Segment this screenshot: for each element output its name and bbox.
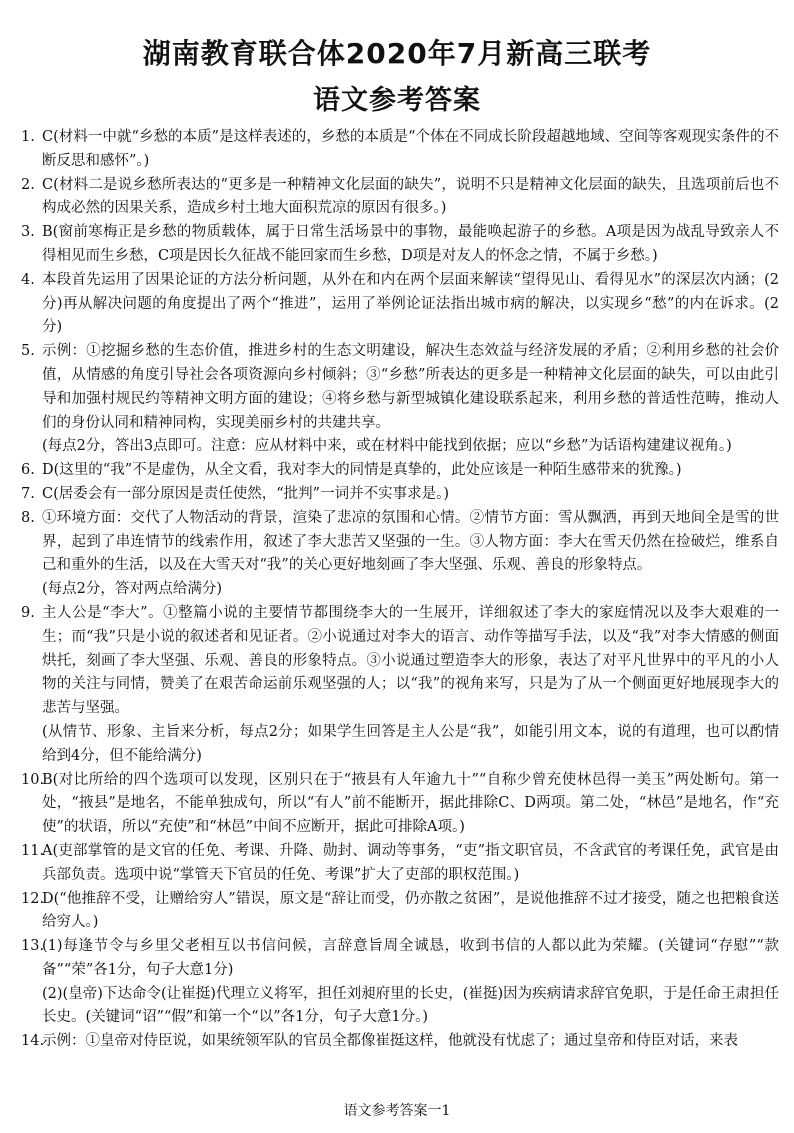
answer-item-14	[21, 1030, 779, 1054]
answer-number: 10.	[21, 771, 45, 788]
answer-item-11	[21, 840, 779, 888]
answer-text: 主人公是“李大”。①整篇小说的主要情节都围绕李大的一生展开，详细叙述了李大的家庭情况以及李大艰难的一生；而“我”只是小说的叙述者和见证者。②小说通过对李大的语言、动作等描写手法，以及“我”对李大情感的侧面烘托，刻画了李大坚强、乐观、善良的形象特点。③小说通过塑造李大的形象，表达了对平凡世界中的平凡的小人物的关注与同情，赞美了在艰苦命运前乐观坚强的人；以“我”的视角来写，只是为了从一个侧面更好地展现李大的悲苦与坚强。	[42, 604, 779, 717]
answer-number: 2.	[21, 176, 35, 193]
answer-number: 4.	[21, 271, 35, 288]
answer-text: ①环境方面：交代了人物活动的背景，渲染了悲凉的氛围和心情。②情节方面：雪从飘洒，再到天地间全是雪的世界，起到了串连情节的线索作用，叙述了李大悲苦又坚强的一生。③人物方面：李大在雪天仍然在捡破烂，维系自己和重外的生活，以及在大雪天对“我”的关心更好地刻画了李大坚强、乐观、善良的形象特点。	[42, 509, 779, 574]
answer-item-8	[21, 507, 779, 602]
answer-number: 1.	[21, 129, 35, 145]
document-subtitle: 语文参考答案	[313, 85, 481, 116]
answer-item-5	[21, 340, 779, 459]
answer-text: A(吏部掌管的是文官的任免、考课、升降、勋封、调动等事务，“吏”指文职官员，不含武官的考课任免，武官是由兵部负责。选项中说“掌管天下官员的任免、考课”扩大了吏部的职权范围。)	[42, 842, 779, 883]
answer-text: D(“他推辞不受，让赠给穷人”错误，原文是“辞让而受，仍亦散之贫困”，是说他推辞不过才接受，随之也把粮食送给穷人。)	[42, 890, 779, 931]
answer-item-10	[21, 769, 779, 840]
answer-item-7	[21, 483, 779, 507]
answer-number: 6.	[21, 462, 35, 479]
answer-text: D(这里的“我”不是虚伪，从全文看，我对李大的同情是真挚的，此处应该是一种陌生感带来的犹豫。)	[42, 462, 682, 479]
answer-text: (1)每逢节令与乡里父老相互以书信问候，言辞意旨周全诚恳，收到书信的人都以此为荣耀。(关键词“存慰”“款备”“荣”各1分，句子大意1分)	[42, 938, 779, 978]
answer-text: 本段首先运用了因果论证的方法分析问题，从外在和内在两个层面来解读“望得见山、看得见水”的深层次内涵；(2分)再从解决问题的角度提出了两个“推进”，运用了举例论证法指出城市病的解决，以实现乡“愁”的内在诉求。(2分)	[42, 271, 779, 336]
answer-text: B(窗前寒梅正是乡愁的物质载体，属于日常生活场景中的事物，最能唤起游子的乡愁。A项是因为战乱导致亲人不得相见而生乡愁，C项是因长久征战不能回家而生乡愁，D项是对友人的怀念之情，不属于乡愁。)	[42, 224, 779, 264]
answer-item-4	[21, 269, 779, 340]
page-footer: 语文参考答案一1	[343, 1103, 451, 1119]
answer-list	[21, 126, 779, 1054]
answer-number: 8.	[21, 509, 35, 526]
answer-text: B(对比所给的四个选项可以发现，区别只在于“掖县有人年逾九十”“自称少曾充使林邑得一美玉”两处断句。第一处，“掖县”是地名，不能单独成句，所以“有人”前不能断开，据此排除C、D两项。第二处，“林邑”是地名，作“充使”的状语，所以“充使”和“林邑”中间不应断开，据此可排除A项。)	[42, 771, 779, 836]
answer-number: 13.	[21, 938, 45, 955]
answer-item-1	[21, 126, 779, 174]
answer-item-2	[21, 174, 779, 222]
answer-number: 5.	[21, 343, 35, 360]
answer-item-12	[21, 888, 779, 936]
answer-number: 14.	[21, 1033, 45, 1050]
scoring-note: (从情节、形象、主旨来分析，每点2分；如果学生回答是主人公是“我”，如能引用文本，说的有道理，也可以酌情给到4分，但不能给满分)	[42, 723, 779, 764]
document-title: 湖南教育联合体2020年7月新高三联考	[142, 37, 652, 70]
answer-number: 12.	[21, 890, 45, 907]
answer-item-13	[21, 935, 779, 1030]
answer-text: 示例：①挖掘乡愁的生态价值，推进乡村的生态文明建设，解决生态效益与经济发展的矛盾；②利用乡愁的社会价值，从情感的角度引导社会各项资源向乡村倾斜；③“乡愁”所表达的更多是一种精神文化层面的缺失，可以由此引导和加强村规民约等精神文明方面的建设；④将乡愁与新型城镇化建设联系起来，利用乡愁的普适性范畴，推动人们的身份认同和精神同构，实现美丽乡村的共建共享。	[42, 343, 779, 431]
answer-item-6	[21, 459, 779, 483]
answer-number: 9.	[21, 604, 35, 621]
answer-text: 示例：①皇帝对侍臣说，如果统领军队的官员全都像崔挺这样，他就没有忧虑了；通过皇帝和侍臣对话，来表	[42, 1033, 738, 1050]
answer-text: C(材料二是说乡愁所表达的“更多是一种精神文化层面的缺失”，说明不只是精神文化层面的缺失，且选项前后也不构成必然的因果关系，造成乡村土地大面积荒凉的原因有很多。)	[42, 176, 779, 217]
answer-text: C(材料一中就“乡愁的本质”是这样表述的，乡愁的本质是“个体在不同成长阶段超越地域、空间等客观现实条件的不断反思和感怀”。)	[42, 129, 779, 169]
answer-text: C(居委会有一部分原因是责任使然，“批判”一词并不实事求是。)	[42, 485, 449, 502]
answer-subpart: (2)(皇帝)下达命令(让崔挺)代理立义将军，担任刘昶府里的长史，(崔挺)因为疾病请求辞官免职，于是任命王肃担任长史。(关键词“诏”“假”和第一个“以”各1分，句子大意1分。)	[42, 985, 779, 1026]
answer-item-3	[21, 221, 779, 269]
scoring-note: (每点2分，答对两点给满分)	[42, 581, 223, 598]
answer-number: 3.	[21, 224, 35, 241]
scoring-note: (每点2分，答出3点即可。注意：应从材料中来，或在材料中能找到依据；应以“乡愁”为话语构建建议视角。)	[42, 438, 732, 455]
answer-number: 11.	[21, 842, 45, 859]
answer-item-9	[21, 602, 779, 769]
answer-number: 7.	[21, 485, 35, 502]
